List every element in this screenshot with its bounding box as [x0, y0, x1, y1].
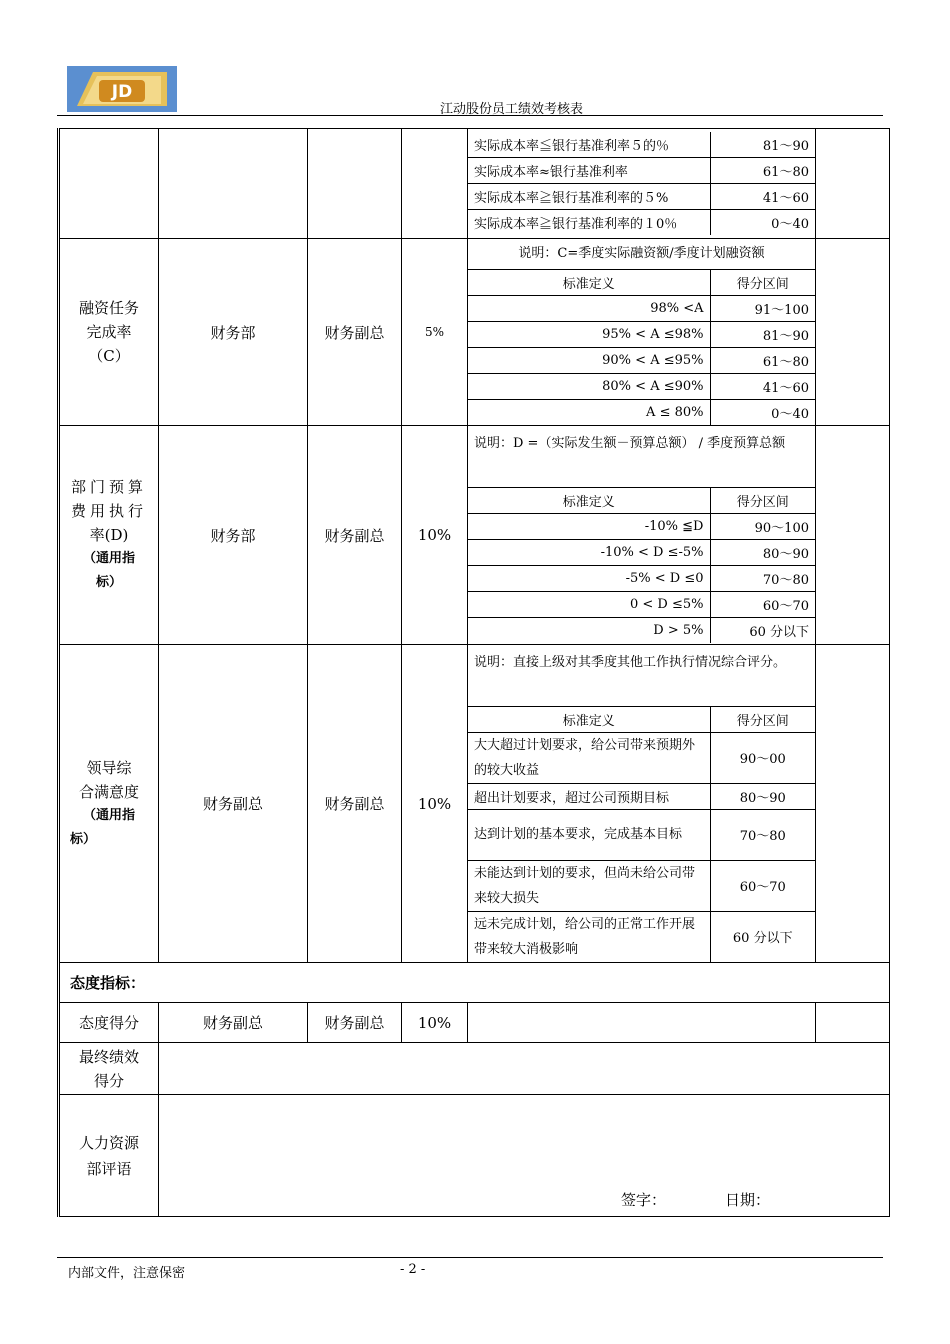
- criteria-definition: 超出计划要求，超过公司预期目标: [468, 783, 710, 809]
- criteria-score: 81～90: [710, 322, 815, 348]
- criteria-score: 60～70: [710, 860, 815, 911]
- criteria-row: [468, 618, 815, 644]
- criteria-definition: A ≤ 80%: [468, 400, 710, 426]
- indicator-name: 完成率: [86, 323, 132, 341]
- leader-criteria-table: [468, 706, 815, 962]
- criteria-score: 61～80: [710, 158, 815, 184]
- criteria-definition: 实际成本率≧银行基准利率的１0％: [468, 210, 710, 236]
- cost-criteria-cell: [468, 129, 816, 239]
- criteria-score: 60 分以下: [710, 911, 815, 962]
- criteria-score: 0～40: [710, 400, 815, 426]
- criteria-score: 70～80: [710, 809, 815, 860]
- criteria-row: [468, 132, 815, 158]
- cost-name-cell: [59, 129, 159, 239]
- header-score: 得分区间: [710, 270, 815, 296]
- weight: 10%: [402, 426, 468, 645]
- criteria-score: 41～60: [710, 184, 815, 210]
- criteria-row: [468, 296, 815, 322]
- indicator-name: 率(D): [89, 526, 129, 544]
- attitude-row: [59, 1003, 890, 1043]
- criteria-score: 81～90: [710, 132, 815, 158]
- header-score: 得分区间: [710, 488, 815, 514]
- cost-row: [59, 129, 890, 239]
- company-logo: [67, 66, 177, 112]
- indicator-name: 融资任务: [78, 299, 139, 317]
- budget-row: [59, 426, 890, 645]
- responsible-dept: 财务部: [159, 239, 308, 426]
- criteria-score: 60～70: [710, 592, 815, 618]
- assessor: 财务副总: [308, 645, 402, 963]
- indicator-name: 部门预算: [70, 478, 147, 496]
- criteria-row: [468, 348, 815, 374]
- criteria-definition: 未能达到计划的要求，但尚未给公司带来较大损失: [468, 860, 710, 911]
- criteria-header-row: [468, 488, 815, 514]
- budget-criteria-table: [468, 487, 815, 643]
- responsible-dept: 财务副总: [159, 645, 308, 963]
- section-title: 态度指标：: [59, 963, 890, 1003]
- attitude-criteria-cell: [468, 1003, 816, 1043]
- criteria-score: 80～90: [710, 540, 815, 566]
- cost-dept-cell: [159, 129, 308, 239]
- financing-row: [59, 239, 890, 426]
- criteria-score: 0～40: [710, 210, 815, 236]
- final-score-value[interactable]: [159, 1043, 890, 1095]
- criteria-score: 41～60: [710, 374, 815, 400]
- cost-weight-cell: [402, 129, 468, 239]
- page-number: - 2 -: [400, 1262, 426, 1277]
- hr-comment-area[interactable]: [159, 1095, 890, 1217]
- financing-criteria-cell: [468, 239, 816, 426]
- criteria-definition: 实际成本率≈银行基准利率: [468, 158, 710, 184]
- criteria-row: [468, 911, 815, 962]
- criteria-definition: 远未完成计划，给公司的正常工作开展带来较大消极影响: [468, 911, 710, 962]
- assessor: 财务副总: [308, 1003, 402, 1043]
- hr-comment-row: [59, 1095, 890, 1217]
- criteria-row: [468, 809, 815, 860]
- criteria-note: 说明：C=季度实际融资额/季度计划融资额: [518, 246, 765, 261]
- financing-criteria-table: [468, 269, 815, 425]
- criteria-row: [468, 592, 815, 618]
- date-label: 日期：: [725, 1191, 771, 1209]
- budget-criteria-cell: [468, 426, 816, 645]
- general-indicator-tag: （通用指: [82, 551, 135, 566]
- leader-score-cell: [816, 645, 890, 963]
- criteria-score: 70～80: [710, 566, 815, 592]
- budget-name-cell: [59, 426, 159, 645]
- final-score-label: [59, 1043, 159, 1095]
- criteria-row: [468, 566, 815, 592]
- weight: 10%: [402, 1003, 468, 1043]
- general-indicator-tag: （通用指: [82, 807, 135, 823]
- criteria-row: [468, 540, 815, 566]
- criteria-score: 90～00: [710, 732, 815, 783]
- criteria-header-row: [468, 706, 815, 732]
- financing-score-cell: [816, 239, 890, 426]
- leader-criteria-cell: [468, 645, 816, 963]
- criteria-header-row: [468, 270, 815, 296]
- criteria-definition: 98% <A: [468, 296, 710, 322]
- document-title: 江动股份员工绩效考核表: [440, 102, 584, 117]
- leader-name-cell: [59, 645, 159, 963]
- performance-table: [57, 128, 890, 1217]
- criteria-row: [468, 400, 815, 426]
- attitude-score-cell: [816, 1003, 890, 1043]
- criteria-row: [468, 184, 815, 210]
- criteria-definition: 0 < D ≤5%: [468, 592, 710, 618]
- criteria-row: [468, 374, 815, 400]
- footer-divider: [57, 1257, 883, 1258]
- criteria-definition: -5% < D ≤0: [468, 566, 710, 592]
- criteria-note: 说明：直接上级对其季度其他工作执行情况综合评分。: [474, 654, 787, 670]
- final-score-row: [59, 1043, 890, 1095]
- weight: 10%: [402, 645, 468, 963]
- header-definition: 标准定义: [468, 706, 710, 732]
- cost-assessor-cell: [308, 129, 402, 239]
- criteria-definition: 实际成本率≧银行基准利率的５%: [468, 184, 710, 210]
- indicator-name: 态度得分: [59, 1003, 159, 1043]
- assessor: 财务副总: [308, 239, 402, 426]
- cost-score-cell: [816, 129, 890, 239]
- header-divider: [57, 115, 883, 116]
- general-indicator-tag: 标）: [95, 575, 122, 590]
- criteria-score: 80～90: [710, 783, 815, 809]
- criteria-definition: 实际成本率≦银行基准利率５的％: [468, 132, 710, 158]
- indicator-name: 合满意度: [78, 782, 139, 801]
- assessor: 财务副总: [308, 426, 402, 645]
- label-text: 部评语: [86, 1159, 132, 1178]
- criteria-definition: D > 5%: [468, 618, 710, 644]
- confidential-notice: 内部文件，注意保密: [68, 1266, 186, 1281]
- header-score: 得分区间: [710, 706, 815, 732]
- hr-comment-label: [59, 1095, 159, 1217]
- criteria-definition: 90% < A ≤95%: [468, 348, 710, 374]
- criteria-score: 61～80: [710, 348, 815, 374]
- criteria-row: [468, 732, 815, 783]
- leader-row: [59, 645, 890, 963]
- criteria-row: [468, 322, 815, 348]
- criteria-definition: 95% < A ≤98%: [468, 322, 710, 348]
- criteria-definition: 达到计划的基本要求，完成基本目标: [468, 809, 710, 860]
- criteria-definition: -10% ≦D: [468, 514, 710, 540]
- criteria-score: 60 分以下: [710, 618, 815, 644]
- indicator-name: （C）: [88, 347, 130, 365]
- criteria-row: [468, 210, 815, 236]
- cost-criteria-table: [468, 132, 815, 235]
- criteria-score: 91～100: [710, 296, 815, 322]
- weight: 5%: [402, 239, 468, 426]
- criteria-definition: 大大超过计划要求，给公司带来预期外的较大收益: [468, 732, 710, 783]
- indicator-name: 领导综: [86, 758, 132, 777]
- svg-text:JD: JD: [111, 82, 133, 102]
- indicator-name: 费用执行: [70, 502, 147, 520]
- signature-label: 签字：: [621, 1191, 667, 1209]
- criteria-row: [468, 514, 815, 540]
- header-definition: 标准定义: [468, 270, 710, 296]
- general-indicator-tag: 标）: [70, 831, 97, 847]
- label-text: 得分: [93, 1071, 124, 1090]
- label-text: 人力资源: [78, 1133, 139, 1152]
- criteria-definition: 80% < A ≤90%: [468, 374, 710, 400]
- criteria-score: 90～100: [710, 514, 815, 540]
- budget-score-cell: [816, 426, 890, 645]
- financing-name-cell: [59, 239, 159, 426]
- attitude-section-row: [59, 963, 890, 1003]
- criteria-row: [468, 158, 815, 184]
- criteria-definition: -10% < D ≤-5%: [468, 540, 710, 566]
- criteria-row: [468, 783, 815, 809]
- criteria-note: 说明：D =（实际发生额－预算总额） / 季度预算总额: [474, 436, 786, 451]
- header-definition: 标准定义: [468, 488, 710, 514]
- label-text: 最终绩效: [78, 1047, 139, 1066]
- responsible-dept: 财务部: [159, 426, 308, 645]
- criteria-row: [468, 860, 815, 911]
- responsible-dept: 财务副总: [159, 1003, 308, 1043]
